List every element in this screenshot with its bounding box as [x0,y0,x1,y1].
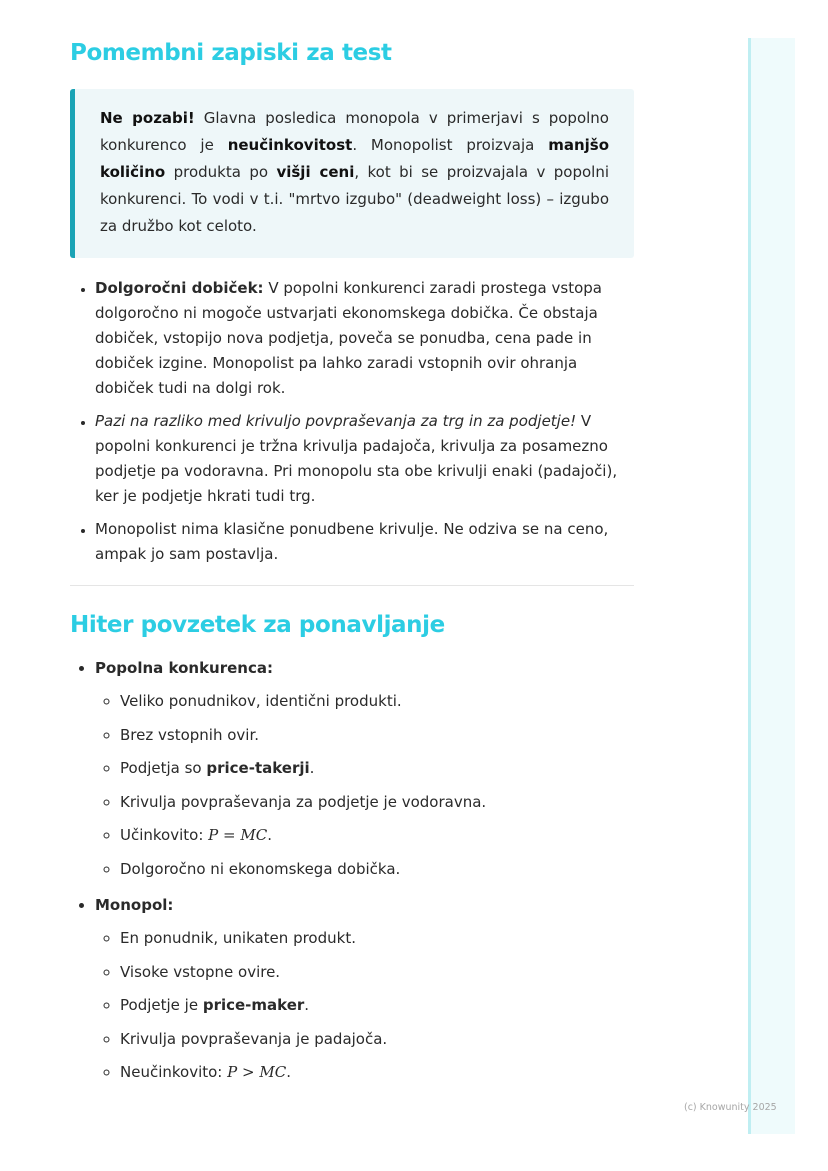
list-item [120,824,634,847]
item-text: Visoke vstopne ovire. [120,962,281,981]
item-text: Dolgoročno ni ekonomskega dobička. [120,859,401,878]
bullet-italic-lead: Pazi na razliko med krivuljo povpraševanja za trg in za podjetje! [95,412,577,430]
item-text: En ponudnik, unikaten produkt. [120,929,356,947]
summary-heading-monopoly: • Monopol: [95,896,174,914]
callout-text: produkta po [165,163,277,181]
notes-list [70,276,634,567]
list-item [95,517,634,567]
item-text: . [267,826,272,844]
callout-text: , kot bi se proizvajala v popolni konkurenci. To vodi v t.i. "mrtvo izgubo" (deadweight loss) – izgubo za družbo kot celoto. [100,163,609,235]
math-expression: P > MC [227,1063,287,1081]
bullet-text: V popolni konkurenci zaradi prostega vstopa dolgoročno ni mogoče ustvarjati ekonomskega dobička. Če obstaja dobiček, vstopijo nova podjetja, poveča se ponudba, cena pade in dobiček izgine. Monopolist pa lahko zaradi vstopnih ovir ohranja dobiček tudi na dolgi rok. [95,279,602,397]
section-divider [70,585,634,586]
list-item [120,757,634,780]
list-item [95,891,634,1084]
copyright-note: (c) Knowunity 2025 [684,1102,777,1113]
list-item [120,961,634,984]
list-item [95,276,634,401]
section-title-notes: Pomembni zapiski za test [70,40,392,66]
callout-emphasis: Ne pozabi! [100,109,195,127]
item-text: . [304,996,310,1014]
item-text: Veliko ponudnikov, identični produkti. [120,692,402,710]
section-title-summary: Hiter povzetek za ponavljanje [70,612,445,638]
bullet-text: Monopolist nima klasične ponudbene krivulje. Ne odziva se na ceno, ampak jo sam postavlja. [95,520,609,563]
item-text: Neučinkovito: [120,1063,228,1081]
list-item [120,791,634,814]
item-text: Krivulja povpraševanja za podjetje je vodoravna. [120,792,487,811]
callout-bold-term: neučinkovitost [227,136,353,154]
list-item [95,654,634,881]
document-content [70,36,634,1095]
callout-box [70,89,634,258]
list-item [95,409,634,509]
item-text: . [309,759,315,777]
item-bold-term: price-maker [202,996,305,1014]
list-item [120,1028,634,1051]
monopoly-list [95,927,634,1084]
item-text: Brez vstopnih ovir. [120,725,259,744]
callout-bold-term: višji ceni [276,163,355,181]
callout-bold-term: manjšo količino [100,136,609,181]
list-item [120,927,634,950]
bullet-text: V popolni konkurenci je tržna krivulja padajoča, krivulja za posamezno podjetje pa vodoravna. Pri monopolu sta obe krivulji enaki (padajoči), ker je podjetje hkrati tudi trg. [95,412,618,505]
page-side-panel [748,38,795,1134]
item-text: Podjetja so [120,759,207,777]
list-item [120,994,634,1017]
summary-heading-perfect-competition: • Popolna konkurenca: [95,659,273,677]
item-text: Podjetje je [120,996,203,1014]
item-bold-term: price-takerji [206,759,310,777]
callout-text: . Monopolist proizvaja [352,136,549,154]
summary-list [70,654,634,1084]
item-text: Krivulja povpraševanja je padajoča. [120,1029,388,1048]
list-item [120,690,634,713]
bullet-bold-lead: Dolgoročni dobiček: [95,279,264,297]
item-text: Učinkovito: [120,826,209,844]
list-item [120,1061,634,1084]
item-text: . [286,1063,291,1081]
list-item [120,858,634,881]
list-item [120,724,634,747]
math-expression: P = MC [208,826,268,844]
callout-text: Glavna posledica monopola v primerjavi s popolno konkurenco je [100,109,609,154]
perfect-competition-list [95,690,634,881]
